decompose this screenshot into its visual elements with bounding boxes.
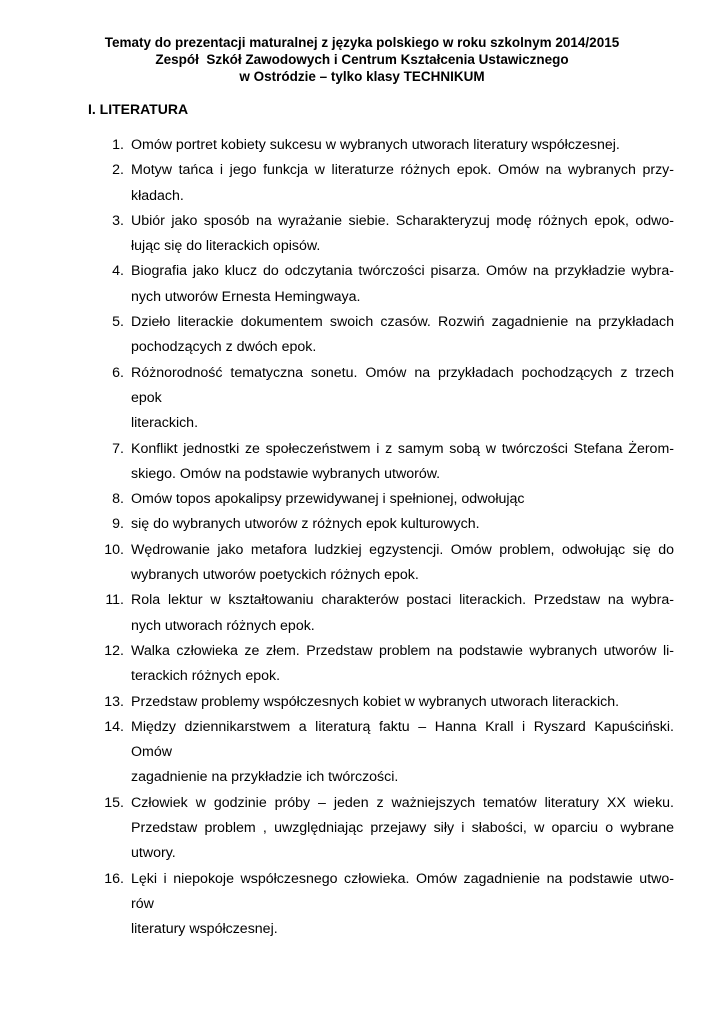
list-item-text-line: Człowiek w godzinie próby – jeden z ważniejszych tematów literatury XX wieku. [131,794,674,811]
list-item-text-line: pochodzących z dwóch epok. [131,339,317,356]
list-item-text-line: Omów portret kobiety sukcesu w wybranych utworach literatury współczesnej. [131,137,620,153]
list-item [92,133,674,158]
list-item-text-line: Przedstaw problem , uwzględniając przejawy siły i słabości, w oparciu o wybrane [131,820,674,837]
list-item-text-line: Przedstaw problemy współczesnych kobiet w wybranych utworach literackich. [131,693,620,710]
list-item-number: 13. [104,693,124,710]
list-item [92,715,674,791]
list-item-text-line: epok [131,389,162,406]
list-item-number: 1. [112,137,124,153]
list-item [92,588,674,639]
list-item [92,867,674,943]
list-item-text-line: Wędrowanie jako metafora ludzkiej egzystencji. Omów problem, odwołując się do [131,541,674,558]
list-item-text-line: terackich różnych epok. [131,668,281,685]
list-item-number: 15. [104,794,124,811]
list-item [92,639,674,690]
list-item-text-line: Ubiór jako sposób na wyrażanie siebie. Scharakteryzuj modę różnych epok, odwo- [131,212,674,229]
list-item-text-line: utwory. [131,845,176,862]
list-item [92,259,674,310]
list-item-number: 11. [105,592,124,609]
list-item-text-line: Motyw tańca i jego funkcja w literaturze różnych epok. Omów na wybranych przy- [131,162,674,179]
list-item [92,512,674,537]
list-item-text-line: zagadnienie na przykładzie ich twórczości. [131,769,399,786]
list-item-text-line: literatury współczesnej. [131,921,278,938]
list-item [92,538,674,589]
list-item [92,209,674,260]
list-item-text-line: łując się do literackich opisów. [131,238,321,255]
list-item-number: 2. [112,162,124,179]
list-item-number: 3. [112,212,124,229]
list-item-text-line: Biografia jako klucz do odczytania twórczości pisarza. Omów na przykładzie wybra- [131,263,674,280]
list-item [92,158,674,209]
topic-list [92,133,674,943]
list-item-text-line: wybranych utworów poetyckich różnych epok. [131,567,419,584]
list-item-text-line: Rola lektur w kształtowaniu charakterów postaci literackich. Przedstaw na wybra- [131,592,674,609]
list-item-number: 4. [112,263,124,280]
list-item-text-line: Różnorodność tematyczna sonetu. Omów na przykładach pochodzących z trzech [131,364,674,381]
list-item-text-line: rów [131,895,154,912]
list-item [92,361,674,437]
section-title: I. LITERATURA [88,101,189,117]
list-item-number: 9. [112,516,124,533]
list-item-text-line: Omów topos apokalipsy przewidywanej i spełnionej, odwołując [131,491,525,508]
list-item-text-line: nych utworach różnych epok. [131,617,315,634]
list-item-number: 8. [112,491,124,508]
list-item-number: 12. [104,642,124,659]
list-item-text-line: Konflikt jednostki ze społeczeństwem i z samym sobą w twórczości Stefana Żerom- [131,440,674,457]
list-item-number: 16. [104,870,124,887]
list-item-text-line: Lęki i niepokoje współczesnego człowieka. Omów zagadnienie na podstawie utwo- [131,870,674,887]
list-item-text-line: kładach. [131,187,184,204]
header-line-3: w Ostródzie – tylko klasy TECHNIKUM [239,69,485,84]
list-item [92,791,674,867]
list-item-text-line: skiego. Omów na podstawie wybranych utworów. [131,465,441,482]
list-item-number: 5. [112,314,124,331]
list-item-text-line: Dzieło literackie dokumentem swoich czasów. Rozwiń zagadnienie na przykładach [131,314,674,331]
list-item [92,487,674,512]
document-header [0,34,724,85]
list-item-number: 7. [112,440,124,457]
list-item [92,437,674,488]
list-item-text-line: Między dziennikarstwem a literaturą faktu – Hanna Krall i Ryszard Kapuściński. [131,718,674,735]
list-item-text-line: Omów [131,744,172,761]
header-line-1: Tematy do prezentacji maturalnej z języka polskiego w roku szkolnym 2014/2015 [104,35,620,50]
list-item-text-line: nych utworów Ernesta Hemingwaya. [131,288,361,305]
list-item [92,310,674,361]
list-item [92,690,674,715]
list-item-text-line: Walka człowieka ze złem. Przedstaw problem na podstawie wybranych utworów li- [131,642,674,659]
list-item-text-line: się do wybranych utworów z różnych epok kulturowych. [131,516,480,533]
list-item-number: 6. [112,364,124,381]
list-item-number: 10. [104,541,124,558]
list-item-number: 14. [104,718,124,735]
list-item-text-line: literackich. [131,415,199,432]
header-line-2: Zespół Szkół Zawodowych i Centrum Kształcenia Ustawicznego [155,52,569,67]
